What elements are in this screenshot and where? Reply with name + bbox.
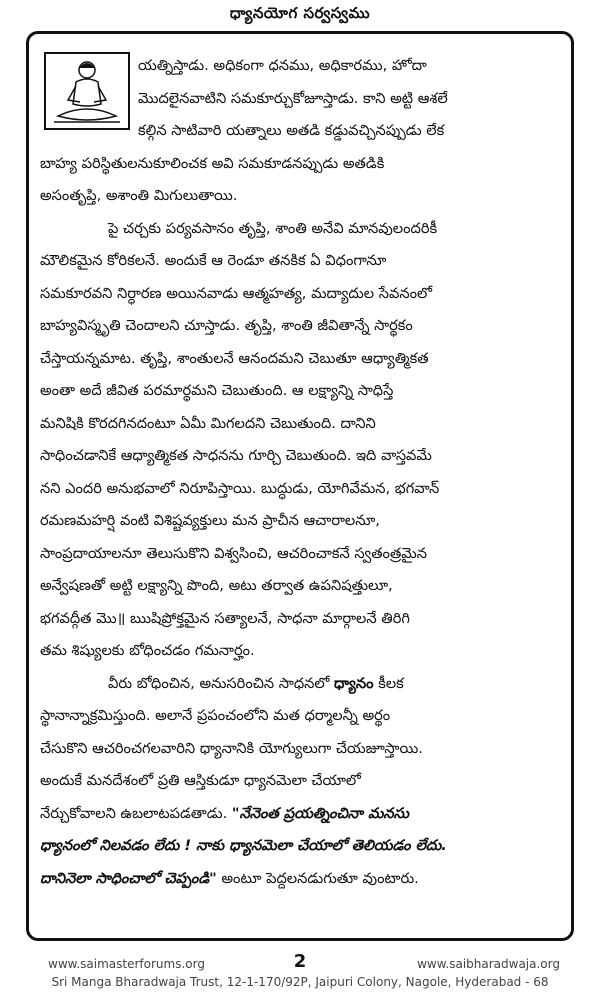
text-line: రమణమహర్షి వంటి విశిష్టవ్యక్తులు మన ప్రాచీన ఆచారాలనూ,	[40, 512, 380, 529]
text-line: చేస్తాయన్నమాట. తృప్తి, శాంతులనే ఆనందమని చెబుతూ ఆధ్యాత్మికత	[40, 349, 429, 367]
text-line: మౌలికమైన కోరికలనే. అందుకే ఆ రెండూ తనకిక ఏ విధంగానూ	[40, 252, 387, 269]
text-segment: కీలక	[378, 674, 404, 692]
text-line: బాహ్య పరిస్థితులనుకూలించక అవి సమకూడనప్పుడు అతడికి	[40, 154, 385, 172]
text-line: బాహ్యవిస్మృతి చెందాలని చూస్తాడు. తృప్తి, శాంతి జీవితాన్నే సార్థకం	[40, 317, 413, 334]
footer-address: Sri Manga Bharadwaja Trust, 12-1-170/92P, Jaipuri Colony, Nagole, Hyderabad - 68	[51, 975, 549, 989]
text-line: ధ్యానంలో నిలవడం లేదు ! నాకు ధ్యానమెలా చేయాలో తెలియడం లేదు.	[40, 837, 447, 854]
page-header-title: ధ్యానయోగ సర్వస్వము	[229, 4, 371, 22]
quote-opening: "నేనెంత ప్రయత్నించినా మనసు	[231, 804, 409, 822]
text-line: అంతా అదే జీవిత పరమార్థమని చెబుతుంది. ఆ లక్ష్యాన్ని సాధిస్తే	[40, 382, 394, 399]
text-line: యత్నిస్తాడు. అధికంగా ధనము, అధికారము, హోదా	[138, 57, 427, 74]
text-line: అన్వేషణతో అట్టి లక్ష్యాన్ని పొంది, అటు తర్వాత ఉపనిషత్తులూ,	[40, 577, 393, 594]
text-line: సమకూరవని నిర్ధారణ అయినవాడు ఆత్మహత్య, మద్యాదుల సేవనంలో	[40, 284, 432, 302]
text-segment: వీరు బోధించిన, అనుసరించిన సాధనలో	[108, 674, 330, 692]
text-line: మనిషికి కొరదగినదంటూ ఏమీ మిగలదని చెబుతుంది. దానిని	[40, 414, 376, 432]
text-line: కల్గిన సాటివారి యత్నాలు అతడి కడ్డువచ్చినప్పుడు లేక	[138, 122, 445, 139]
text-line	[40, 668, 562, 701]
footer-link-left[interactable]: www.saimasterforums.org	[48, 957, 205, 971]
text-line: అసంతృప్తి, అశాంతి మిగులుతాయి.	[40, 187, 238, 204]
text-segment: నేర్చుకోవాలని ఉబలాటపడతాడు.	[40, 804, 228, 822]
text-line: సాంప్రదాయాలనూ తెలుసుకొని విశ్వసించి, ఆచరించాకనే స్వతంత్రమైన	[40, 544, 427, 562]
text-segment: అంటూ పెద్దలనడుగుతూ వుంటారు.	[221, 869, 419, 887]
emphasis-dhyanam: ధ్యానం	[334, 674, 374, 692]
text-line: సాధించడానికే ఆధ్యాత్మికత సాధనను గూర్చి చెబుతుంది. ఇది వాస్తవమే	[40, 447, 432, 464]
footer-link-right[interactable]: www.saibharadwaja.org	[417, 957, 560, 971]
quote-closing: దానినెలా సాధించాలో చెప్పండి"	[40, 869, 217, 887]
text-line: పై చర్చకు పర్యవసానం తృప్తి, శాంతి అనేవి మానవులందరికీ	[108, 219, 438, 237]
text-line: తమ శిష్యులకు బోధించడం గమనార్హం.	[40, 642, 255, 659]
text-line: చేసుకొని ఆచరించగలవారిని ధ్యానానికి యోగ్యులుగా చేయజూస్తాయి.	[40, 739, 423, 757]
text-line: భగవద్గీత మొ॥ ఋషిప్రోక్తమైన సత్యాలనే, సాధనా మార్గాలనే తిరిగి	[40, 609, 410, 627]
text-line	[40, 798, 562, 831]
text-line: నని ఎందరి అనుభవాలో నిరూపిస్తాయి. బుద్ధుడు, యోగివేమన, భగవాన్	[40, 479, 440, 497]
body-text	[40, 50, 562, 895]
text-line	[40, 863, 562, 896]
text-line: అందుకే మనదేశంలో ప్రతి ఆస్తికుడూ ధ్యానమెలా చేయాలో	[40, 772, 361, 789]
text-line: మొదలైనవాటిని సమకూర్చుకోజూస్తాడు. కాని అట్టి ఆశలే	[138, 89, 448, 107]
page-number: 2	[293, 951, 307, 972]
text-line: స్థానాన్నాక్రమిస్తుంది. అలానే ప్రపంచంలోని మత ధర్మాలన్నీ అర్థం	[40, 707, 391, 724]
